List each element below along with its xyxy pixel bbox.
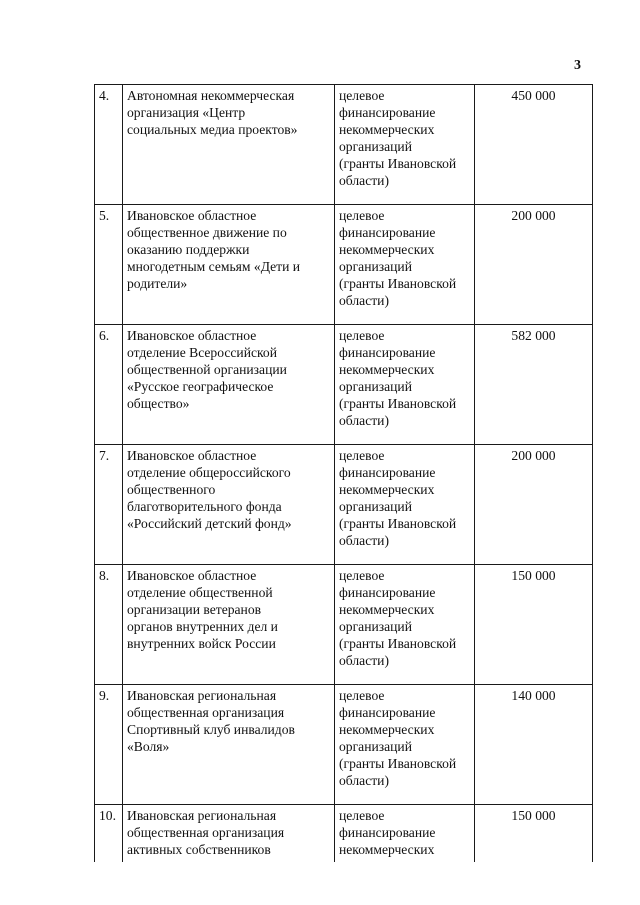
purpose-line: (гранты Ивановской bbox=[339, 756, 457, 771]
organization-name-line: внутренних войск России bbox=[127, 636, 276, 651]
purpose-cell bbox=[335, 205, 475, 325]
purpose-line: некоммерческих bbox=[339, 362, 435, 377]
purpose-line: целевое bbox=[339, 688, 385, 703]
purpose-line: организаций bbox=[339, 379, 412, 394]
table-row bbox=[95, 85, 593, 205]
purpose-line: некоммерческих bbox=[339, 242, 435, 257]
purpose-line: целевое bbox=[339, 208, 385, 223]
purpose-line: (гранты Ивановской bbox=[339, 156, 457, 171]
purpose-line: целевое bbox=[339, 88, 385, 103]
table-row bbox=[95, 565, 593, 685]
organization-cell bbox=[123, 565, 335, 685]
purpose-line: (гранты Ивановской bbox=[339, 276, 457, 291]
organization-name-line: Ивановское областное bbox=[127, 208, 257, 223]
row-number: 7. bbox=[95, 445, 123, 565]
organization-name-line: общественное движение по bbox=[127, 225, 287, 240]
organization-name-line: «Воля» bbox=[127, 739, 170, 754]
purpose-line: организаций bbox=[339, 499, 412, 514]
purpose-line: финансирование bbox=[339, 225, 436, 240]
purpose-line: организаций bbox=[339, 259, 412, 274]
amount-cell: 140 000 bbox=[475, 685, 593, 805]
purpose-cell bbox=[335, 445, 475, 565]
organization-cell bbox=[123, 205, 335, 325]
amount-cell: 200 000 bbox=[475, 445, 593, 565]
organization-name-line: Ивановское областное bbox=[127, 448, 257, 463]
organization-cell bbox=[123, 685, 335, 805]
row-number: 10. bbox=[95, 805, 123, 863]
purpose-line: некоммерческих bbox=[339, 122, 435, 137]
purpose-cell bbox=[335, 805, 475, 863]
organization-name-line: отделение общероссийского bbox=[127, 465, 291, 480]
organization-name-line: организации ветеранов bbox=[127, 602, 262, 617]
purpose-line: организаций bbox=[339, 739, 412, 754]
organization-name-line: оказанию поддержки bbox=[127, 242, 250, 257]
purpose-line: некоммерческих bbox=[339, 602, 435, 617]
amount-cell: 200 000 bbox=[475, 205, 593, 325]
purpose-line: области) bbox=[339, 773, 389, 788]
purpose-line: финансирование bbox=[339, 705, 436, 720]
table-row bbox=[95, 685, 593, 805]
row-number: 4. bbox=[95, 85, 123, 205]
purpose-line: финансирование bbox=[339, 585, 436, 600]
purpose-line: финансирование bbox=[339, 825, 436, 840]
purpose-line: (гранты Ивановской bbox=[339, 636, 457, 651]
organization-name-line: активных собственников bbox=[127, 842, 271, 857]
organization-cell bbox=[123, 805, 335, 863]
organization-name-line: общественного bbox=[127, 482, 216, 497]
grants-table-body bbox=[95, 85, 593, 863]
purpose-line: финансирование bbox=[339, 465, 436, 480]
organization-name-line: Ивановская региональная bbox=[127, 808, 277, 823]
table-row bbox=[95, 805, 593, 863]
purpose-line: области) bbox=[339, 653, 389, 668]
organization-name-line: отделение Всероссийской bbox=[127, 345, 277, 360]
purpose-line: организаций bbox=[339, 619, 412, 634]
row-number: 9. bbox=[95, 685, 123, 805]
row-number: 5. bbox=[95, 205, 123, 325]
purpose-line: некоммерческих bbox=[339, 482, 435, 497]
purpose-line: организаций bbox=[339, 139, 412, 154]
organization-name-line: организация «Центр bbox=[127, 105, 246, 120]
purpose-line: области) bbox=[339, 173, 389, 188]
purpose-line: области) bbox=[339, 533, 389, 548]
organization-name-line: общественная организация bbox=[127, 825, 285, 840]
organization-name-line: Ивановское областное bbox=[127, 568, 257, 583]
organization-name-line: органов внутренних дел и bbox=[127, 619, 278, 634]
organization-name-line: родители» bbox=[127, 276, 188, 291]
purpose-line: (гранты Ивановской bbox=[339, 516, 457, 531]
table-row bbox=[95, 445, 593, 565]
page-number: 3 bbox=[574, 58, 581, 73]
organization-name-line: Ивановская региональная bbox=[127, 688, 277, 703]
organization-name-line: Автономная некоммерческая bbox=[127, 88, 295, 103]
purpose-line: области) bbox=[339, 413, 389, 428]
purpose-cell bbox=[335, 85, 475, 205]
purpose-line: целевое bbox=[339, 568, 385, 583]
purpose-cell bbox=[335, 685, 475, 805]
amount-cell: 150 000 bbox=[475, 805, 593, 863]
organization-name-line: многодетным семьям «Дети и bbox=[127, 259, 301, 274]
amount-cell: 150 000 bbox=[475, 565, 593, 685]
purpose-cell bbox=[335, 565, 475, 685]
organization-name-line: социальных медиа проектов» bbox=[127, 122, 298, 137]
organization-name-line: общественной организации bbox=[127, 362, 287, 377]
organization-name-line: Ивановское областное bbox=[127, 328, 257, 343]
organization-name-line: Спортивный клуб инвалидов bbox=[127, 722, 295, 737]
purpose-line: некоммерческих bbox=[339, 842, 435, 857]
purpose-line: области) bbox=[339, 293, 389, 308]
amount-cell: 582 000 bbox=[475, 325, 593, 445]
purpose-line: целевое bbox=[339, 328, 385, 343]
purpose-line: целевое bbox=[339, 808, 385, 823]
row-number: 8. bbox=[95, 565, 123, 685]
organization-cell bbox=[123, 445, 335, 565]
purpose-line: целевое bbox=[339, 448, 385, 463]
purpose-line: некоммерческих bbox=[339, 722, 435, 737]
organization-cell bbox=[123, 85, 335, 205]
table-row bbox=[95, 205, 593, 325]
purpose-cell bbox=[335, 325, 475, 445]
organization-name-line: отделение общественной bbox=[127, 585, 273, 600]
amount-cell: 450 000 bbox=[475, 85, 593, 205]
purpose-line: финансирование bbox=[339, 105, 436, 120]
grants-table bbox=[94, 84, 593, 862]
organization-name-line: общество» bbox=[127, 396, 190, 411]
organization-name-line: общественная организация bbox=[127, 705, 285, 720]
purpose-line: (гранты Ивановской bbox=[339, 396, 457, 411]
organization-cell bbox=[123, 325, 335, 445]
organization-name-line: «Российский детский фонд» bbox=[127, 516, 292, 531]
organization-name-line: «Русское географическое bbox=[127, 379, 274, 394]
table-row bbox=[95, 325, 593, 445]
purpose-line: финансирование bbox=[339, 345, 436, 360]
organization-name-line: благотворительного фонда bbox=[127, 499, 282, 514]
row-number: 6. bbox=[95, 325, 123, 445]
